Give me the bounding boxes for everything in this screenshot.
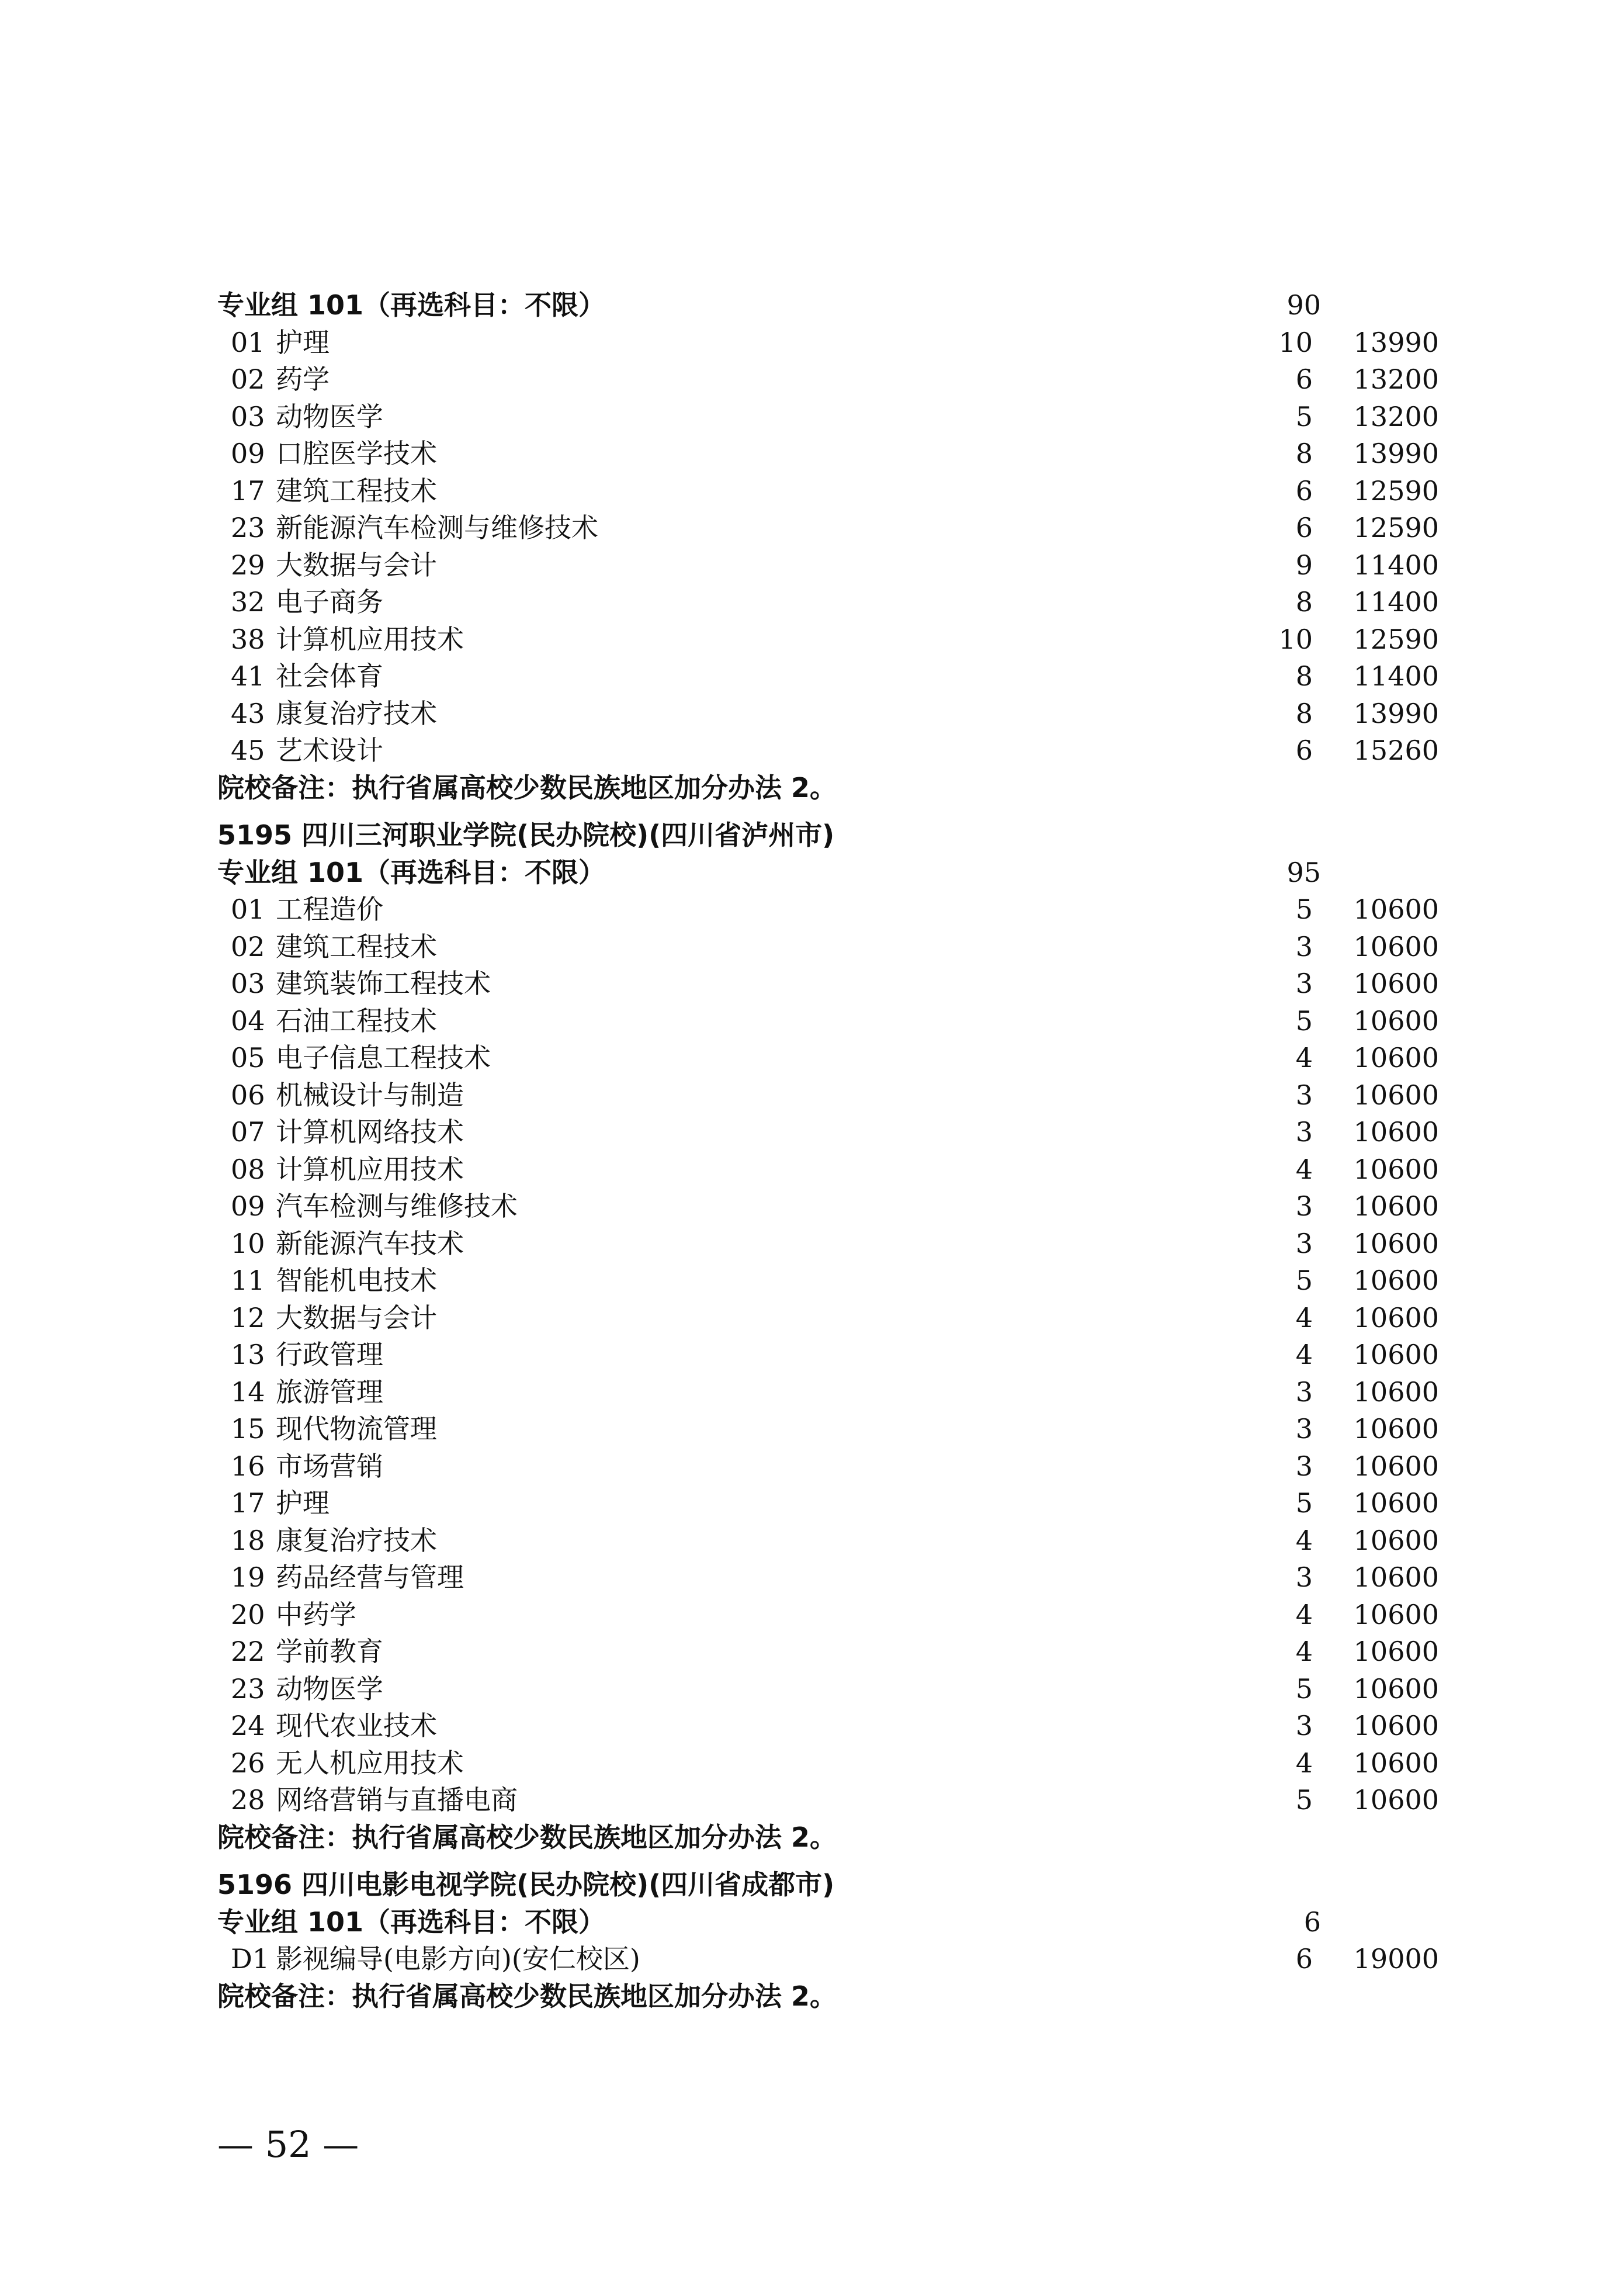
major-name: 建筑工程技术	[276, 475, 437, 507]
major-name: 行政管理	[276, 1339, 383, 1370]
major-code: 29	[231, 549, 265, 581]
major-count: 4	[1295, 1042, 1313, 1073]
major-count: 6	[1295, 363, 1313, 395]
major-code: 01	[231, 894, 265, 925]
group-count: 6	[1303, 1906, 1321, 1938]
major-count: 10	[1278, 327, 1313, 358]
major-code: 01	[231, 327, 265, 358]
major-name: 中药学	[276, 1599, 356, 1630]
major-count: 5	[1295, 1265, 1313, 1296]
major-fee: 13990	[1353, 438, 1439, 469]
note-row	[0, 769, 1623, 806]
major-name: 大数据与会计	[276, 1302, 437, 1334]
major-name: 康复治疗技术	[276, 1525, 437, 1556]
major-code: 13	[231, 1339, 265, 1370]
major-count: 5	[1295, 894, 1313, 925]
major-code: 03	[231, 401, 265, 432]
major-name: 网络营销与直播电商	[276, 1784, 518, 1816]
group-title: 专业组 101（再选科目：不限）	[217, 289, 606, 321]
major-fee: 10600	[1353, 1302, 1439, 1334]
major-row	[0, 1076, 1623, 1114]
major-count: 5	[1295, 1673, 1313, 1705]
major-count: 4	[1295, 1302, 1313, 1334]
page-number: — 52 —	[217, 2123, 359, 2166]
major-row	[0, 1744, 1623, 1782]
major-fee: 10600	[1353, 931, 1439, 962]
major-code: 43	[231, 698, 265, 729]
group-row	[0, 286, 1623, 324]
group-count: 95	[1286, 857, 1321, 888]
major-fee: 13200	[1353, 363, 1439, 395]
major-fee: 10600	[1353, 1376, 1439, 1408]
major-name: 新能源汽车技术	[276, 1228, 464, 1259]
school-title: 5196 四川电影电视学院(民办院校)(四川省成都市)	[217, 1869, 835, 1900]
major-row	[0, 1262, 1623, 1299]
major-code: 04	[231, 1005, 265, 1037]
major-fee: 10600	[1353, 1079, 1439, 1111]
major-code: 24	[231, 1710, 265, 1741]
major-row	[0, 1670, 1623, 1708]
major-code: 17	[231, 1487, 265, 1519]
major-fee: 12590	[1353, 475, 1439, 507]
major-count: 4	[1295, 1525, 1313, 1556]
major-fee: 11400	[1353, 549, 1439, 581]
major-count: 6	[1295, 512, 1313, 543]
major-row	[0, 621, 1623, 658]
major-row	[0, 435, 1623, 472]
major-code: 10	[231, 1228, 265, 1259]
major-code: 16	[231, 1450, 265, 1482]
major-row	[0, 324, 1623, 361]
major-row	[0, 1596, 1623, 1633]
major-fee: 13990	[1353, 327, 1439, 358]
major-name: 新能源汽车检测与维修技术	[276, 512, 598, 543]
major-name: 机械设计与制造	[276, 1079, 464, 1111]
major-row	[0, 1484, 1623, 1522]
major-count: 3	[1295, 1413, 1313, 1445]
major-code: 11	[231, 1265, 265, 1296]
major-code: 14	[231, 1376, 265, 1408]
major-count: 3	[1295, 968, 1313, 999]
major-row	[0, 546, 1623, 584]
major-code: 22	[231, 1636, 265, 1667]
group-title: 专业组 101（再选科目：不限）	[217, 1906, 606, 1938]
major-row	[0, 1781, 1623, 1819]
major-code: 38	[231, 624, 265, 655]
major-count: 4	[1295, 1599, 1313, 1630]
major-name: 大数据与会计	[276, 549, 437, 581]
group-title: 专业组 101（再选科目：不限）	[217, 857, 606, 888]
note-row	[0, 1978, 1623, 2015]
major-count: 8	[1295, 660, 1313, 692]
major-row	[0, 1299, 1623, 1336]
major-code: 17	[231, 475, 265, 507]
major-count: 5	[1295, 1487, 1313, 1519]
school-row	[0, 816, 1623, 854]
major-count: 5	[1295, 1784, 1313, 1816]
major-fee: 15260	[1353, 735, 1439, 766]
major-row	[0, 509, 1623, 546]
major-count: 5	[1295, 1005, 1313, 1037]
major-name: 无人机应用技术	[276, 1747, 464, 1779]
major-fee: 11400	[1353, 586, 1439, 618]
major-fee: 10600	[1353, 1413, 1439, 1445]
major-row	[0, 1410, 1623, 1447]
major-row	[0, 695, 1623, 732]
major-fee: 10600	[1353, 1450, 1439, 1482]
major-row	[0, 1373, 1623, 1411]
major-name: 市场营销	[276, 1450, 383, 1482]
major-fee: 10600	[1353, 1561, 1439, 1593]
major-row	[0, 1187, 1623, 1225]
major-name: 石油工程技术	[276, 1005, 437, 1037]
major-code: 03	[231, 968, 265, 999]
major-count: 4	[1295, 1339, 1313, 1370]
major-fee: 10600	[1353, 1005, 1439, 1037]
major-name: 现代农业技术	[276, 1710, 437, 1741]
major-name: 建筑工程技术	[276, 931, 437, 962]
major-fee: 10600	[1353, 1673, 1439, 1705]
major-fee: 10600	[1353, 1636, 1439, 1667]
group-row	[0, 854, 1623, 891]
major-fee: 10600	[1353, 1784, 1439, 1816]
major-count: 4	[1295, 1636, 1313, 1667]
major-name: 电子信息工程技术	[276, 1042, 491, 1073]
major-code: 45	[231, 735, 265, 766]
major-count: 3	[1295, 931, 1313, 962]
major-code: 32	[231, 586, 265, 618]
major-row	[0, 361, 1623, 398]
major-code: 02	[231, 931, 265, 962]
major-row	[0, 1447, 1623, 1485]
major-name: 计算机网络技术	[276, 1116, 464, 1148]
major-code: 41	[231, 660, 265, 692]
major-row	[0, 1559, 1623, 1596]
major-code: 08	[231, 1154, 265, 1185]
major-code: 20	[231, 1599, 265, 1630]
major-name: 社会体育	[276, 660, 383, 692]
major-name: 口腔医学技术	[276, 438, 437, 469]
group-count: 90	[1286, 289, 1321, 321]
major-code: 18	[231, 1525, 265, 1556]
major-code: 23	[231, 1673, 265, 1705]
major-fee: 13990	[1353, 698, 1439, 729]
school-note: 院校备注：执行省属高校少数民族地区加分办法 2。	[217, 772, 837, 804]
major-code: 07	[231, 1116, 265, 1148]
major-count: 6	[1295, 1943, 1313, 1975]
major-row	[0, 1039, 1623, 1076]
major-count: 3	[1295, 1228, 1313, 1259]
major-fee: 10600	[1353, 1487, 1439, 1519]
major-fee: 10600	[1353, 1190, 1439, 1222]
major-count: 3	[1295, 1710, 1313, 1741]
major-name: 护理	[276, 1487, 330, 1519]
major-count: 8	[1295, 438, 1313, 469]
major-name: 旅游管理	[276, 1376, 383, 1408]
major-count: 9	[1295, 549, 1313, 581]
major-row	[0, 583, 1623, 621]
major-row	[0, 472, 1623, 510]
major-fee: 10600	[1353, 1042, 1439, 1073]
major-name: 康复治疗技术	[276, 698, 437, 729]
major-name: 智能机电技术	[276, 1265, 437, 1296]
major-name: 动物医学	[276, 1673, 383, 1705]
major-count: 3	[1295, 1450, 1313, 1482]
major-name: 影视编导(电影方向)(安仁校区)	[276, 1943, 640, 1975]
major-row	[0, 891, 1623, 928]
major-count: 3	[1295, 1079, 1313, 1111]
major-fee: 13200	[1353, 401, 1439, 432]
major-code: 02	[231, 363, 265, 395]
major-row	[0, 1002, 1623, 1040]
major-fee: 10600	[1353, 894, 1439, 925]
major-count: 3	[1295, 1190, 1313, 1222]
major-code: 23	[231, 512, 265, 543]
major-count: 3	[1295, 1376, 1313, 1408]
major-row	[0, 1113, 1623, 1151]
major-row	[0, 657, 1623, 695]
major-fee: 11400	[1353, 660, 1439, 692]
major-name: 动物医学	[276, 401, 383, 432]
major-code: 12	[231, 1302, 265, 1334]
school-title: 5195 四川三河职业学院(民办院校)(四川省泸州市)	[217, 819, 835, 851]
major-code: 09	[231, 438, 265, 469]
major-count: 4	[1295, 1154, 1313, 1185]
major-fee: 10600	[1353, 1525, 1439, 1556]
major-fee: 10600	[1353, 1228, 1439, 1259]
major-name: 药品经营与管理	[276, 1561, 464, 1593]
major-name: 护理	[276, 327, 330, 358]
major-fee: 10600	[1353, 1339, 1439, 1370]
major-count: 4	[1295, 1747, 1313, 1779]
major-code: 26	[231, 1747, 265, 1779]
major-name: 艺术设计	[276, 735, 383, 766]
major-name: 电子商务	[276, 586, 383, 618]
school-row	[0, 1866, 1623, 1903]
major-row	[0, 1522, 1623, 1559]
major-fee: 10600	[1353, 1154, 1439, 1185]
school-note: 院校备注：执行省属高校少数民族地区加分办法 2。	[217, 1821, 837, 1853]
major-name: 工程造价	[276, 894, 383, 925]
major-fee: 12590	[1353, 624, 1439, 655]
group-row	[0, 1903, 1623, 1941]
major-count: 8	[1295, 586, 1313, 618]
major-count: 5	[1295, 401, 1313, 432]
major-name: 药学	[276, 363, 330, 395]
major-count: 8	[1295, 698, 1313, 729]
major-name: 现代物流管理	[276, 1413, 437, 1445]
major-row	[0, 1940, 1623, 1978]
major-fee: 10600	[1353, 1599, 1439, 1630]
major-row	[0, 398, 1623, 435]
major-fee: 10600	[1353, 1710, 1439, 1741]
major-fee: 10600	[1353, 1747, 1439, 1779]
note-row	[0, 1819, 1623, 1856]
major-code: 19	[231, 1561, 265, 1593]
major-row	[0, 928, 1623, 965]
major-code: 06	[231, 1079, 265, 1111]
major-code: 15	[231, 1413, 265, 1445]
major-fee: 19000	[1353, 1943, 1439, 1975]
major-code: D1	[231, 1943, 270, 1975]
major-code: 28	[231, 1784, 265, 1816]
major-row	[0, 1151, 1623, 1188]
major-fee: 10600	[1353, 968, 1439, 999]
major-name: 计算机应用技术	[276, 624, 464, 655]
major-row	[0, 1225, 1623, 1262]
major-name: 计算机应用技术	[276, 1154, 464, 1185]
major-row	[0, 965, 1623, 1002]
major-row	[0, 732, 1623, 769]
major-fee: 10600	[1353, 1265, 1439, 1296]
major-row	[0, 1707, 1623, 1744]
major-name: 建筑装饰工程技术	[276, 968, 491, 999]
major-count: 6	[1295, 475, 1313, 507]
major-fee: 12590	[1353, 512, 1439, 543]
major-name: 汽车检测与维修技术	[276, 1190, 518, 1222]
school-note: 院校备注：执行省属高校少数民族地区加分办法 2。	[217, 1980, 837, 2012]
major-count: 6	[1295, 735, 1313, 766]
major-count: 10	[1278, 624, 1313, 655]
major-code: 09	[231, 1190, 265, 1222]
major-code: 05	[231, 1042, 265, 1073]
major-count: 3	[1295, 1116, 1313, 1148]
major-count: 3	[1295, 1561, 1313, 1593]
major-row	[0, 1633, 1623, 1670]
major-row	[0, 1336, 1623, 1373]
major-name: 学前教育	[276, 1636, 383, 1667]
major-fee: 10600	[1353, 1116, 1439, 1148]
